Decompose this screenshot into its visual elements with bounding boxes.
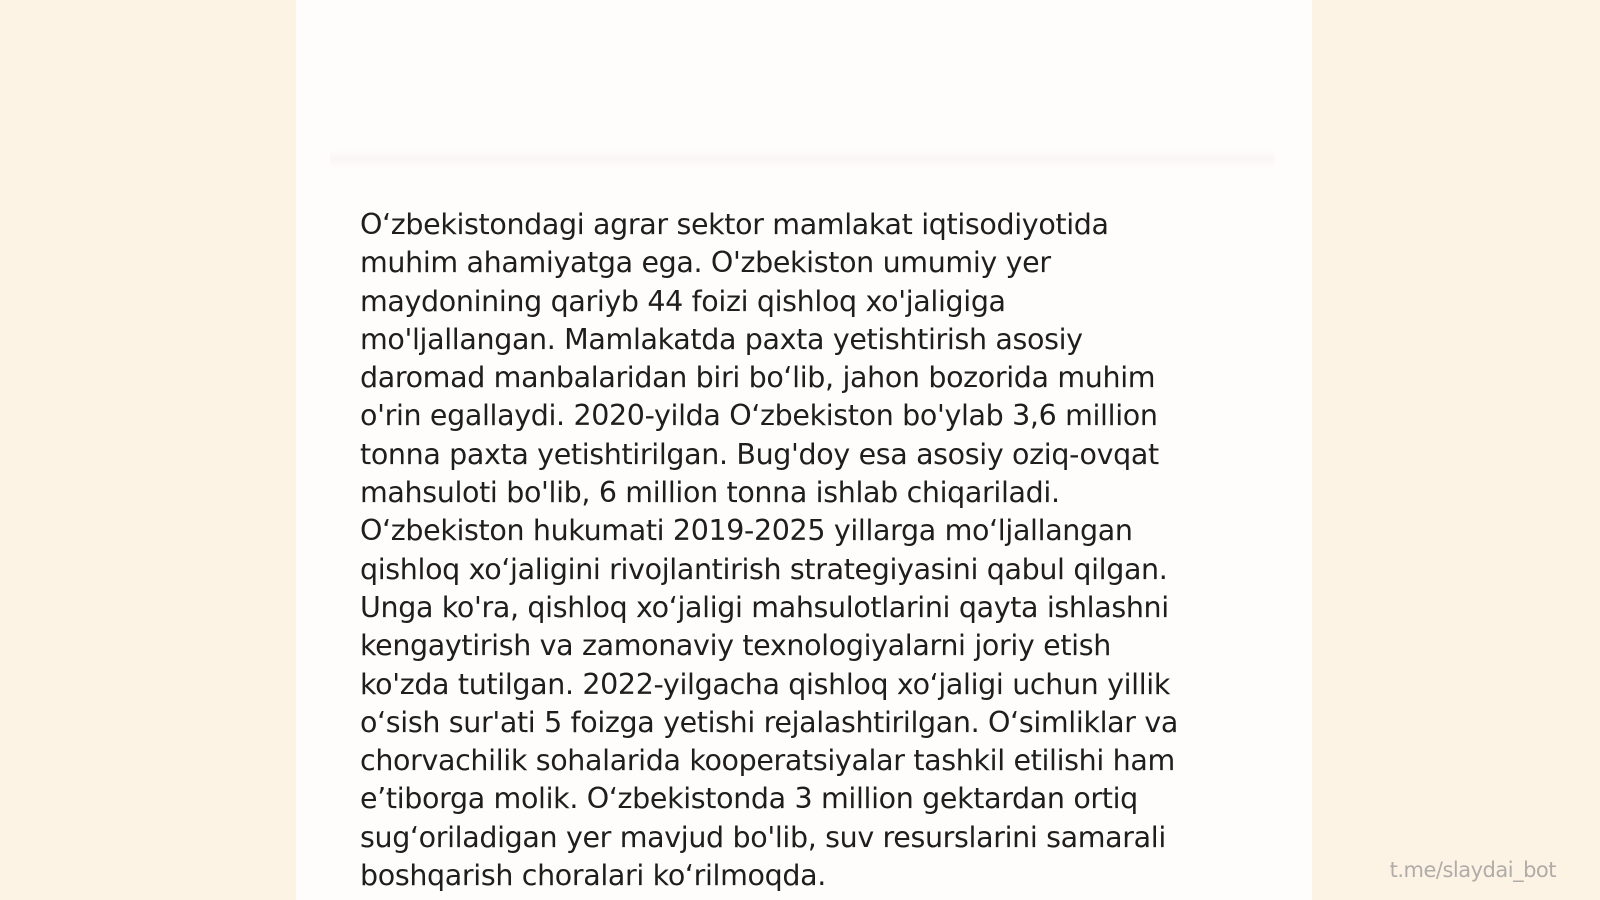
faint-divider xyxy=(330,150,1275,168)
slide-body-paragraph: O‘zbekistondagi agrar sektor mamlakat iqtisodiyotida muhim ahamiyatga ega. O'zbekiston umumiy yer maydonining qariyb 44 foizi qishloq xo'jaligiga mo'ljallangan. Mamlakatda paxta yetishtirish asosiy daromad manbalaridan biri bo‘lib, jahon bozorida muhim o'rin egallaydi. 2020-yilda O‘zbekiston bo'ylab 3,6 million tonna paxta yetishtirilgan. Bug'doy esa asosiy oziq-ovqat mahsuloti bo'lib, 6 million tonna ishlab chiqariladi. O‘zbekiston hukumati 2019-2025 yillarga mo‘ljallangan qishloq xo‘jaligini rivojlantirish strategiyasini qabul qilgan. Unga ko'ra, qishloq xo‘jaligi mahsulotlarini qayta ishlashni kengaytirish va zamonaviy texnologiyalarni joriy etish ko'zda tutilgan. 2022-yilgacha qishloq xo‘jaligi uchun yillik o‘sish sur'ati 5 foizga yetishi rejalashtirilgan. O‘simliklar va chorvachilik sohalarida kooperatsiyalar tashkil etilishi ham e’tiborga molik. O‘zbekistonda 3 million gektardan ortiq sug‘oriladigan yer mavjud bo'lib, suv resurslarini samarali boshqarish choralari ko‘rilmoqda. xyxy=(360,208,1178,893)
watermark-link: t.me/slaydai_bot xyxy=(1389,858,1556,882)
